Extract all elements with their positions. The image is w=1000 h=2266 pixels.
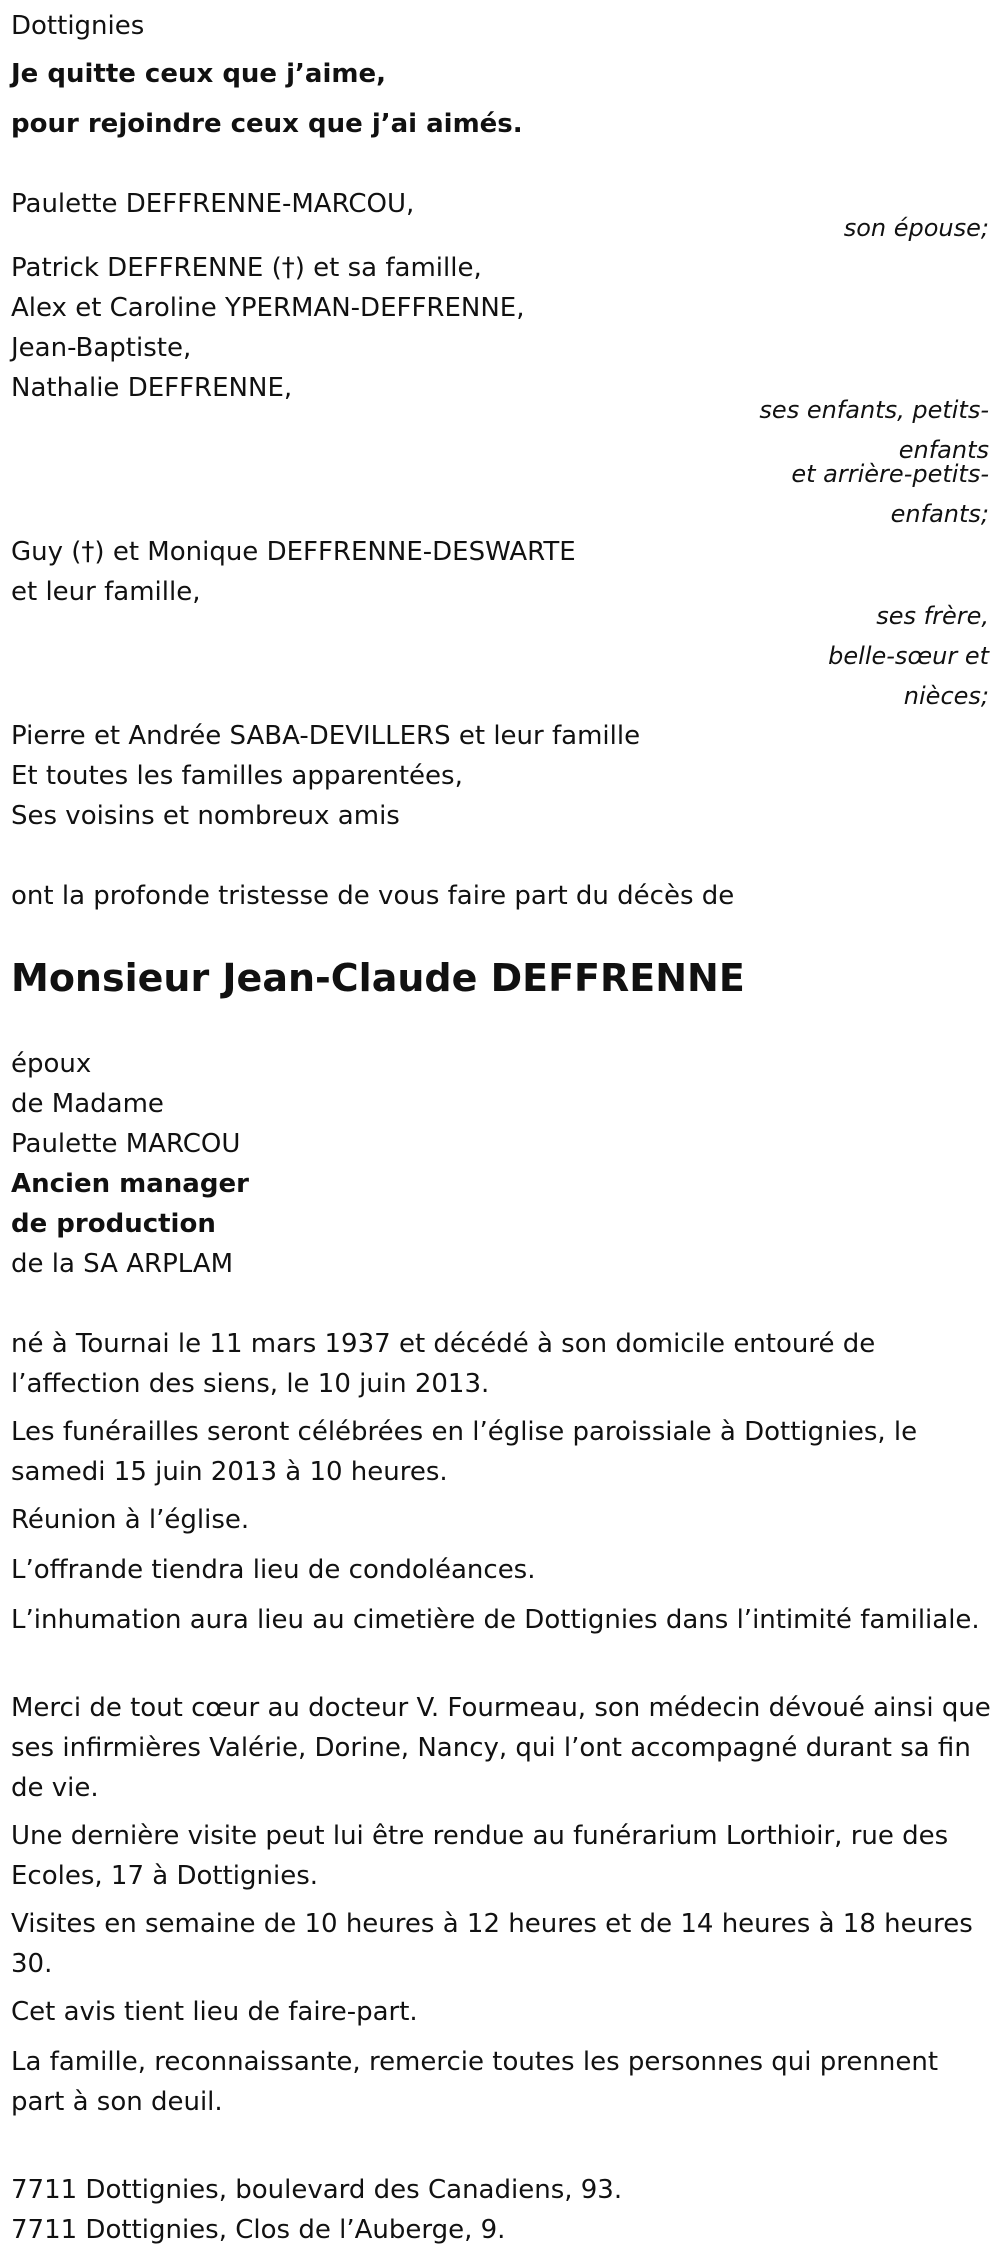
quote-line-1: Je quitte ceux que j’aime, (11, 59, 386, 89)
notice-paragraph: Une dernière visite peut lui être rendue au funérarium Lorthioir, rue des Ecoles, 17 à Dottignies. (11, 1821, 949, 1891)
deceased-name: Monsieur Jean-Claude DEFFRENNE (11, 956, 745, 1000)
occupation-line: de production (11, 1209, 216, 1239)
notice-paragraph: Les funérailles seront célébrées en l’église paroissiale à Dottignies, le samedi 15 juin 2013 à 10 heures. (11, 1417, 918, 1487)
notice-paragraph: Visites en semaine de 10 heures à 12 heures et de 14 heures à 18 heures 30. (11, 1909, 973, 1979)
address-line: 7711 Dottignies, boulevard des Canadiens, 93. (11, 2175, 623, 2205)
notice-paragraph: né à Tournai le 11 mars 1937 et décédé à son domicile entouré de l’affection des siens, le 10 juin 2013. (11, 1329, 876, 1399)
notice-paragraph: Cet avis tient lieu de faire-part. (11, 1997, 418, 2027)
notice-paragraph: La famille, reconnaissante, remercie toutes les personnes qui prennent part à son deuil. (11, 2047, 939, 2117)
children-role-line: et arrière-petits- (791, 460, 989, 488)
siblings-role-line: nièces; (903, 682, 989, 710)
address-line: 7711 Dottignies, Clos de l’Auberge, 9. (11, 2215, 506, 2245)
child-line: Jean-Baptiste, (11, 333, 192, 363)
child-line: Alex et Caroline YPERMAN-DEFFRENNE, (11, 293, 525, 323)
notice-paragraph: L’inhumation aura lieu au cimetière de Dottignies dans l’intimité familiale. (11, 1605, 980, 1635)
notice-paragraph: Merci de tout cœur au docteur V. Fourmeau, son médecin dévoué ainsi que ses infirmières Valérie, Dorine, Nancy, qui l’ont accompagné durant sa fin de vie. (11, 1693, 991, 1803)
deceased-detail: époux (11, 1049, 92, 1079)
quote-line-2: pour rejoindre ceux que j’ai aimés. (11, 109, 523, 139)
spouse-role: son épouse; (843, 214, 989, 242)
occupation-line: Ancien manager (11, 1169, 249, 1199)
announcement-text: ont la profonde tristesse de vous faire part du décès de (11, 881, 735, 911)
relatives-line: Pierre et Andrée SABA-DEVILLERS et leur famille (11, 721, 641, 751)
children-role-line: ses enfants, petits- (759, 396, 989, 424)
siblings-role-line: belle-sœur et (828, 642, 989, 670)
employer-text: de la SA ARPLAM (11, 1249, 234, 1279)
children-role-line: enfants (898, 436, 989, 464)
spouse-name: Paulette DEFFRENNE-MARCOU, (11, 189, 415, 219)
child-line: Nathalie DEFFRENNE, (11, 373, 293, 403)
deceased-detail: Paulette MARCOU (11, 1129, 241, 1159)
deceased-detail: de Madame (11, 1089, 164, 1119)
child-line: Patrick DEFFRENNE (†) et sa famille, (11, 253, 482, 283)
relatives-line: Ses voisins et nombreux amis (11, 801, 400, 831)
sibling-line: et leur famille, (11, 577, 201, 607)
notice-paragraph: L’offrande tiendra lieu de condoléances. (11, 1555, 536, 1585)
location-text: Dottignies (11, 11, 145, 41)
notice-paragraph: Réunion à l’église. (11, 1505, 250, 1535)
siblings-role-line: ses frère, (876, 602, 989, 630)
children-role-line: enfants; (890, 500, 989, 528)
relatives-line: Et toutes les familles apparentées, (11, 761, 463, 791)
sibling-line: Guy (†) et Monique DEFFRENNE-DESWARTE (11, 537, 576, 567)
